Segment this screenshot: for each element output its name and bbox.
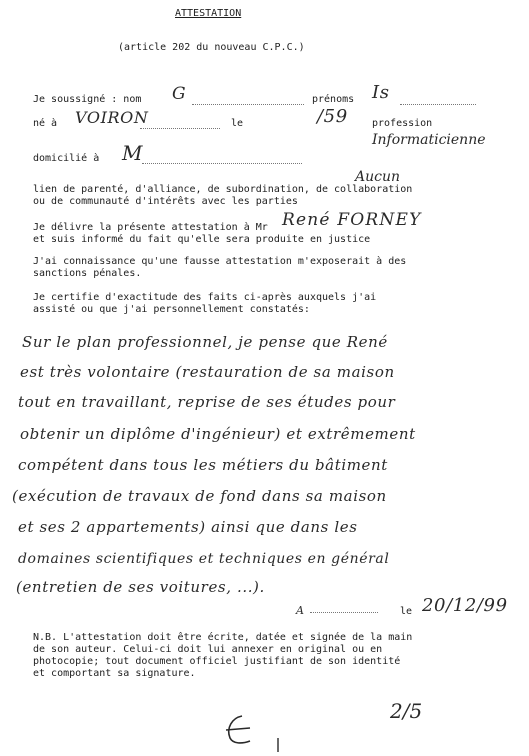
value-date: /59 xyxy=(317,106,348,127)
note-line-2: de son auteur. Celui-ci doit lui annexer en original ou en xyxy=(33,644,383,655)
delivery-line-2: et suis informé du fait qu'elle sera produite en justice xyxy=(33,234,371,245)
delivery-recipient: René FORNEY xyxy=(282,210,422,230)
value-born: VOIRON xyxy=(75,108,149,127)
note-line-3: photocopie; tout document officiel justifiant de son identité xyxy=(33,656,401,667)
label-born: né à xyxy=(33,118,58,129)
domicile-dotted-line xyxy=(142,163,302,164)
statement-line: (entretien de ses voitures, ...). xyxy=(16,578,265,596)
signature-mark xyxy=(220,708,290,754)
note-line-4: et comportant sa signature. xyxy=(33,668,196,679)
value-relation: Aucun xyxy=(355,169,401,185)
certify-line-2: assisté ou que j'ai personnellement constatés: xyxy=(33,304,310,315)
relation-line-2: ou de communauté d'intérêts avec les parties xyxy=(33,196,298,207)
certify-line-1: Je certifie d'exactitude des faits ci-après auxquels j'ai xyxy=(33,292,377,303)
statement-line: obtenir un diplôme d'ingénieur) et extrêmement xyxy=(20,425,416,443)
born-dotted-line xyxy=(140,128,220,129)
date-prefix: le xyxy=(400,606,413,617)
warning-line-2: sanctions pénales. xyxy=(33,268,142,279)
statement-line: tout en travaillant, reprise de ses études pour xyxy=(18,393,396,411)
value-name: G xyxy=(172,84,187,104)
label-on: le xyxy=(231,118,244,129)
note-line-1: N.B. L'attestation doit être écrite, datée et signée de la main xyxy=(33,632,413,643)
delivery-line-1: Je délivre la présente attestation à Mr xyxy=(33,222,268,233)
warning-line-1: J'ai connaissance qu'une fausse attestation m'exposerait à des xyxy=(33,256,407,267)
value-firstnames: Is xyxy=(372,82,390,103)
firstnames-dotted-line xyxy=(400,104,476,105)
label-profession: profession xyxy=(372,118,433,129)
place-prefix: A xyxy=(296,604,304,617)
statement-line: compétent dans tous les métiers du bâtiment xyxy=(18,456,388,474)
statement-line: domaines scientifiques et techniques en général xyxy=(18,551,390,567)
statement-line: (exécution de travaux de fond dans sa maison xyxy=(12,487,387,505)
label-name: Je soussigné : nom xyxy=(33,94,142,105)
value-profession: Informaticienne xyxy=(372,132,486,148)
page-number: 2/5 xyxy=(390,699,423,723)
statement-line: et ses 2 appartements) ainsi que dans les xyxy=(18,518,358,536)
document-subtitle: (article 202 du nouveau C.P.C.) xyxy=(118,42,305,53)
document-title: ATTESTATION xyxy=(175,8,242,19)
relation-line-1: lien de parenté, d'alliance, de subordination, de collaboration xyxy=(33,184,413,195)
statement-line: Sur le plan professionnel, je pense que René xyxy=(22,333,388,351)
value-domicile: M xyxy=(122,141,144,165)
label-firstnames: prénoms xyxy=(312,94,355,105)
signature-date: 20/12/99 xyxy=(422,595,508,616)
place-dotted-line xyxy=(310,612,378,613)
name-dotted-line xyxy=(192,104,304,105)
label-domicile: domicilié à xyxy=(33,153,100,164)
statement-line: est très volontaire (restauration de sa maison xyxy=(20,363,395,381)
